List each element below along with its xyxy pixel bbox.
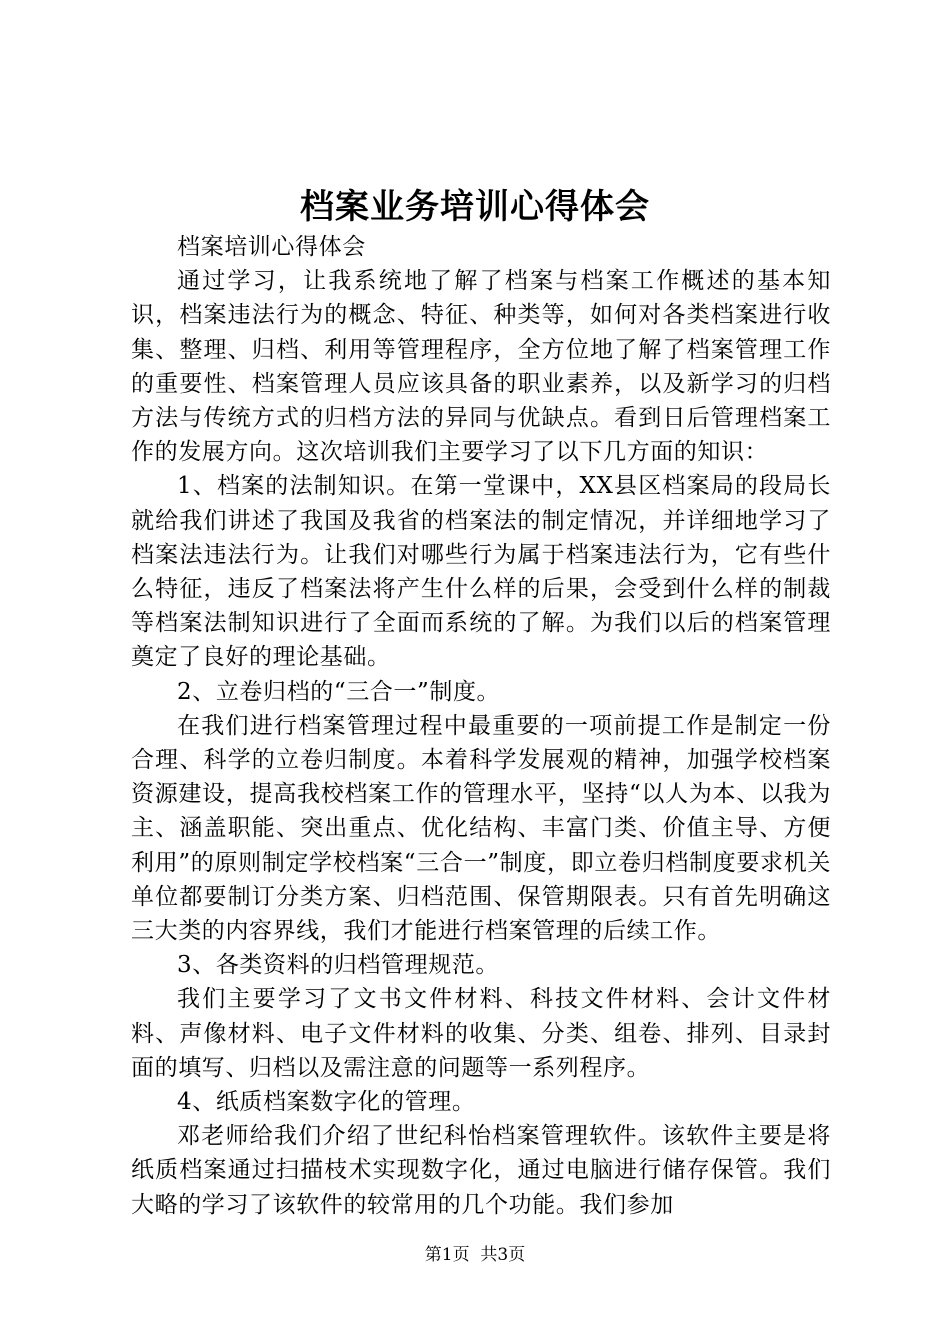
section-3-heading: 3、各类资料的归档管理规范。 xyxy=(177,952,500,979)
intro-paragraph: 通过学习，让我系统地了解了档案与档案工作概述的基本知识，档案违法行为的概念、特征、种类等，如何对各类档案进行收集、整理、归档、利用等管理程序，全方位地了解了档案管理工作的重要性、档案管理人员应该具备的职业素养，以及新学习的归档方法与传统方式的归档方法的异同与优缺点。看到日后管理档案工作的发展方向。这次培训我们主要学习了以下几方面的知识： xyxy=(131,268,831,466)
section-4-paragraph: 邓老师给我们介绍了世纪科怡档案管理软件。该软件主要是将纸质档案通过扫描枝术实现数字化，通过电脑进行储存保管。我们大略的学习了该软件的较常用的几个功能。我们参加 xyxy=(131,1123,831,1218)
document-body xyxy=(131,230,831,1222)
page-number-label: 第1页 共3页 xyxy=(424,1245,526,1265)
subtitle-paragraph: 档案培训心得体会 xyxy=(177,234,366,260)
section-2-paragraph: 在我们进行档案管理过程中最重要的一项前提工作是制定一份合理、科学的立卷归制度。本着科学发展观的精神，加强学校档案资源建设，提高我校档案工作的管理水平，坚持“以人为本、以我为主、涵盖职能、突出重点、优化结构、丰富门类、价值主导、方便利用”的原则制定学校档案“三合一”制度，即立卷归档制度要求机关单位都要制订分类方案、归档范围、保管期限表。只有首先明确这三大类的内容界线，我们才能进行档案管理的后续工作。 xyxy=(131,712,831,945)
document-title: 档案业务培训心得体会 xyxy=(300,187,650,227)
page-footer xyxy=(0,1243,950,1267)
section-2-heading: 2、立卷归档的“三合一”制度。 xyxy=(177,678,501,705)
section-1-paragraph: 1、档案的法制知识。在第一堂课中，XX县区档案局的段局长就给我们讲述了我国及我省的档案法的制定情况，并详细地学习了档案法违法行为。让我们对哪些行为属于档案违法行为，它有些什么特征，违反了档案法将产生什么样的后果，会受到什么样的制裁等档案法制知识进行了全面而系统的了解。为我们以后的档案管理奠定了良好的理论基础。 xyxy=(131,473,831,671)
section-4-heading: 4、纸质档案数字化的管理。 xyxy=(177,1089,476,1116)
section-3-paragraph: 我们主要学习了文书文件材料、科技文件材料、会计文件材料、声像材料、电子文件材料的收集、分类、组卷、排列、目录封面的填写、归档以及需注意的问题等一系列程序。 xyxy=(131,986,831,1081)
